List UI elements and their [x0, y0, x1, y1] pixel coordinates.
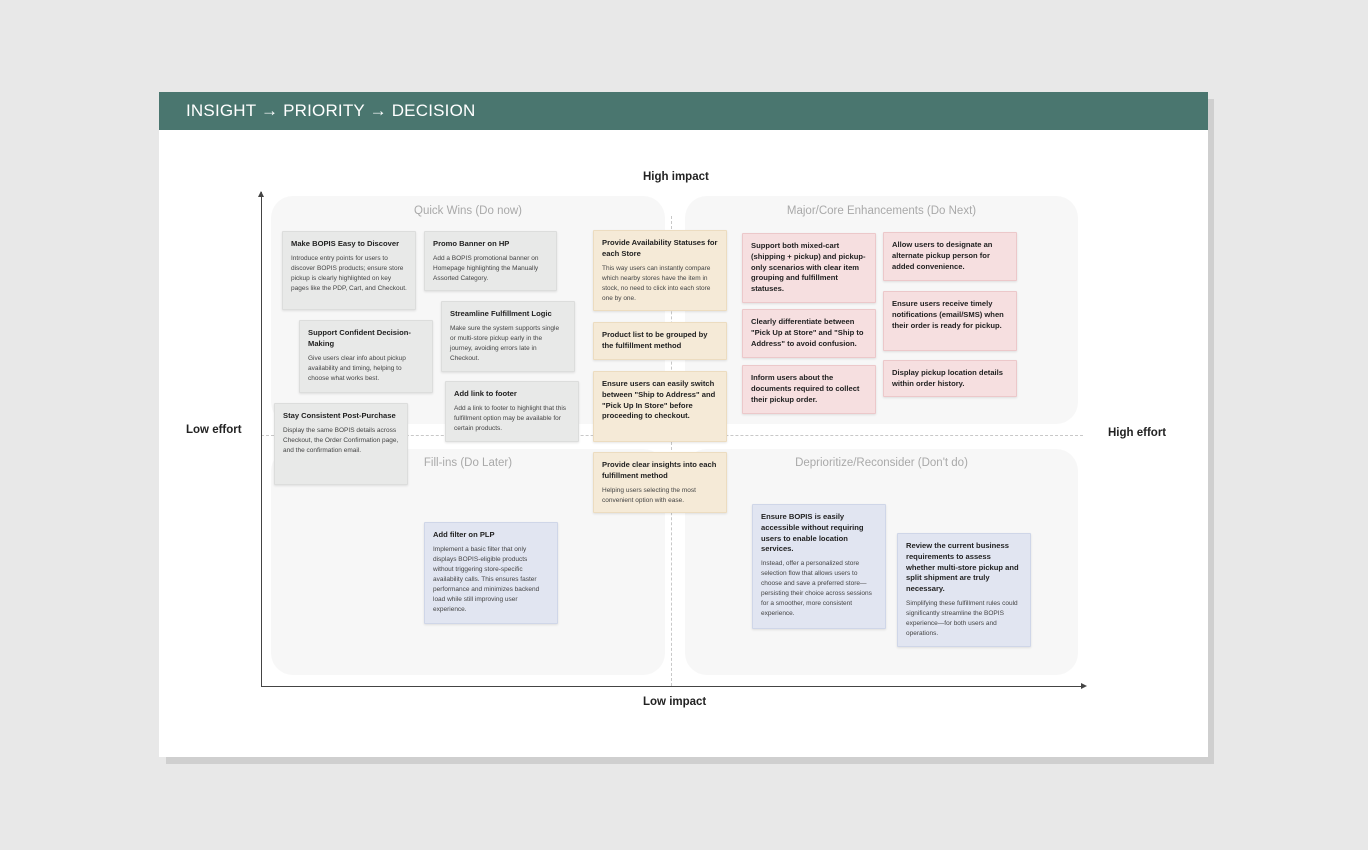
y-axis-arrow-icon — [258, 191, 264, 197]
axis-label-low-effort: Low effort — [186, 424, 242, 436]
note-streamline-fulfillment-logic: Streamline Fulfillment Logic Make sure the system supports single or multi-store pickup early in the journey, avoiding errors late in Checkout. — [441, 301, 575, 372]
page-title: INSIGHT → PRIORITY → DECISION — [186, 101, 476, 120]
note-timely-notifications: Ensure users receive timely notifications (email/SMS) when their order is ready for pickup. — [883, 291, 1017, 351]
note-add-link-to-footer: Add link to footer Add a link to footer to highlight that this fulfillment option may be available for certain products. — [445, 381, 579, 442]
y-axis-line — [261, 192, 262, 687]
note-alternate-pickup-person: Allow users to designate an alternate pickup person for added convenience. — [883, 232, 1017, 281]
note-differentiate-pickup-ship: Clearly differentiate between "Pick Up at Store" and "Ship to Address" to avoid confusion. — [742, 309, 876, 358]
axis-label-high-impact: High impact — [643, 171, 709, 183]
note-make-bopis-easy-to-discover: Make BOPIS Easy to Discover Introduce entry points for users to discover BOPIS products; ensure store pickup is clearly highlighted on key pages like the PDP, Cart, and Checkout. — [282, 231, 416, 310]
axis-label-low-impact: Low impact — [643, 696, 707, 708]
note-review-business-requirements: Review the current business requirements to assess whether multi-store pickup and split shipment are truly necessary. Simplifying these fulfillment rules could significantly streamline the BOPIS experience—for both users and operations. — [897, 533, 1031, 647]
note-support-mixed-cart: Support both mixed-cart (shipping + pickup) and pickup-only scenarios with clear item grouping and fulfillment statuses. — [742, 233, 876, 303]
x-axis-arrow-icon — [1081, 683, 1087, 689]
note-support-confident-decision-making: Support Confident Decision-Making Give users clear info about pickup availability and timing, helping to choose what works best. — [299, 320, 433, 393]
note-bopis-without-location: Ensure BOPIS is easily accessible without requiring users to enable location services. Instead, offer a personalized store selection flow that allows users to choose and save a preferred store—persisting their choice across sessions for a smoother, more consistent experience. — [752, 504, 886, 629]
note-clear-insights-fulfillment: Provide clear insights into each fulfillment method Helping users selecting the most convenient option with ease. — [593, 452, 727, 513]
quadrant-title-quick-wins: Quick Wins (Do now) — [414, 205, 522, 217]
quadrant-title-fill-ins: Fill-ins (Do Later) — [423, 457, 513, 469]
note-inform-documents: Inform users about the documents required to collect their pickup order. — [742, 365, 876, 414]
header-bar — [159, 92, 1208, 130]
quadrant-title-deprioritize: Deprioritize/Reconsider (Don't do) — [795, 457, 968, 469]
note-promo-banner-on-hp: Promo Banner on HP Add a BOPIS promotional banner on Homepage highlighting the Manually Assorted Category. — [424, 231, 557, 291]
matrix-card — [159, 92, 1208, 757]
note-switch-ship-pickup: Ensure users can easily switch between "Ship to Address" and "Pick Up In Store" before proceeding to checkout. — [593, 371, 727, 442]
axis-label-high-effort: High effort — [1108, 427, 1167, 439]
note-add-filter-on-plp: Add filter on PLP Implement a basic filter that only displays BOPIS-eligible products without triggering store-specific availability calls. This ensures faster performance and minimizes backend load while still improving user experience. — [424, 522, 558, 624]
note-product-list-grouped: Product list to be grouped by the fulfillment method — [593, 322, 727, 360]
quadrant-title-major-core: Major/Core Enhancements (Do Next) — [786, 205, 977, 217]
x-axis-line — [261, 686, 1083, 687]
note-stay-consistent-post-purchase: Stay Consistent Post-Purchase Display the same BOPIS details across Checkout, the Order Confirmation page, and the confirmation email. — [274, 403, 408, 485]
note-pickup-location-details: Display pickup location details within order history. — [883, 360, 1017, 397]
note-provide-availability-statuses: Provide Availability Statuses for each Store This way users can instantly compare which nearby stores have the item in stock, no need to click into each store one by one. — [593, 230, 727, 311]
